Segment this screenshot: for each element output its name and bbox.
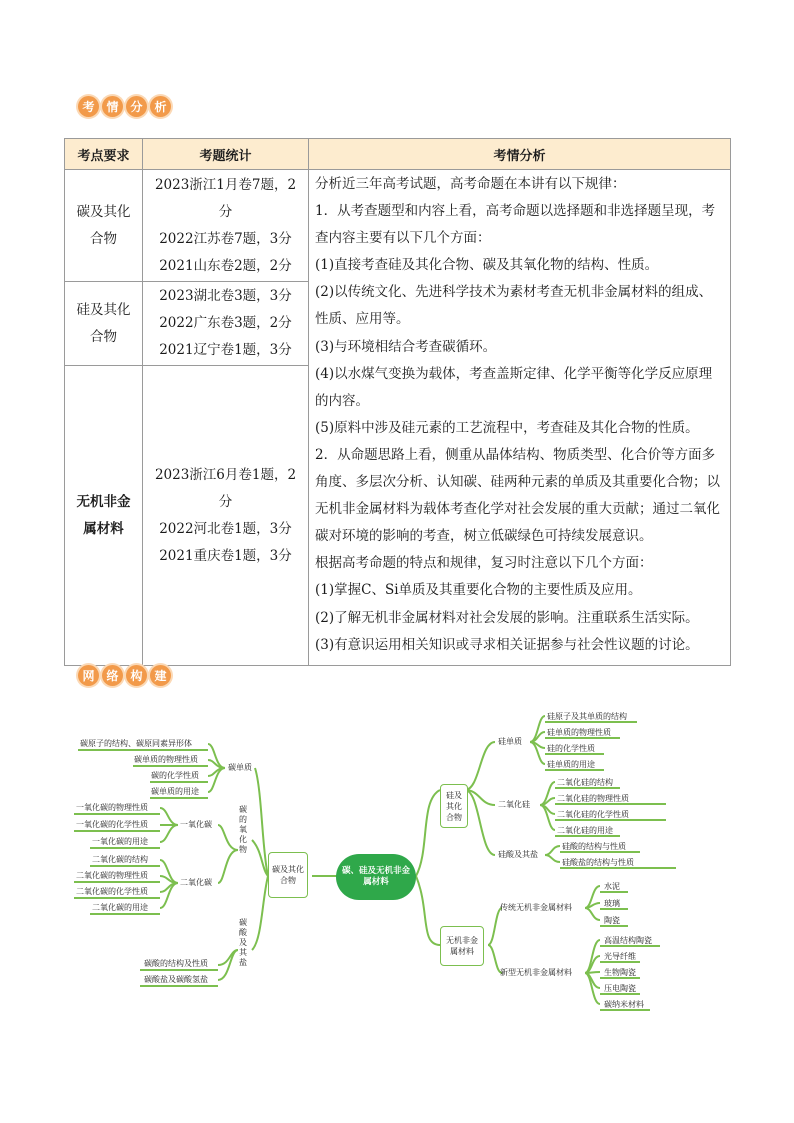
- header-topic: 考点要求: [65, 139, 143, 170]
- leaf-sio2: 二氧化硅的用途: [557, 826, 613, 835]
- topic-cell: [65, 282, 143, 366]
- node-sio2: 二氧化硅: [498, 800, 530, 809]
- analysis-paragraph: (5)原料中涉及硅元素的工艺流程中，考查硅及其化合物的性质。: [315, 419, 699, 436]
- stat-line: 2022河北卷1题，3分: [159, 520, 292, 537]
- leaf-new: 碳纳米材料: [604, 1000, 644, 1009]
- section-title-char: 络: [102, 665, 123, 686]
- section-title-char: 建: [150, 665, 171, 686]
- topic-cell: [65, 366, 143, 666]
- node-carbon-compounds: 碳及其化合物: [268, 852, 308, 898]
- analysis-paragraph: 分析近三年高考试题，高考命题在本讲有以下规律：: [315, 176, 626, 192]
- section-title-char: 情: [102, 96, 123, 117]
- leaf-new: 生物陶瓷: [604, 968, 636, 977]
- section-title-char: 分: [126, 96, 147, 117]
- node-silicic: 硅酸及其盐: [498, 850, 538, 859]
- leaf-si-single: 硅单质的用途: [547, 760, 595, 769]
- topic-label: 碳及其化合物: [76, 203, 131, 247]
- leaf-silicic: 硅酸盐的结构与性质: [562, 858, 634, 867]
- stat-line: 2022广东卷3题，2分: [159, 315, 292, 331]
- node-co: 一氧化碳: [180, 820, 212, 829]
- topic-label: 硅及其化合物: [76, 301, 131, 345]
- node-carbon-oxides: 碳的氧化物: [239, 805, 247, 854]
- stat-line: 2023浙江6月卷1题，2分: [154, 466, 297, 510]
- stats-cell: [143, 366, 309, 666]
- section-title-network: [78, 665, 171, 686]
- analysis-paragraph: 根据高考命题的特点和规律，复习时注意以下几个方面：: [315, 555, 653, 572]
- section-title-char: 构: [126, 665, 147, 686]
- analysis-paragraph: (3)有意识运用相关知识或寻求相关证据参与社会性议题的讨论。: [315, 636, 699, 653]
- node-carbon-single: 碳单质: [228, 763, 252, 772]
- leaf-new: 光导纤维: [604, 952, 636, 961]
- stat-line: 2023湖北卷3题，3分: [159, 288, 292, 304]
- section-title-char: 考: [78, 96, 99, 117]
- node-co2: 二氧化碳: [180, 878, 212, 887]
- leaf-carbon-single: 碳原子的结构、碳原同素异形体: [80, 739, 192, 748]
- node-inorganic-materials: 无机非金属材料: [440, 926, 484, 966]
- topic-label: 无机非金属材料: [76, 493, 131, 537]
- leaf-carbonic: 碳酸盐及碳酸氢盐: [144, 975, 208, 984]
- leaf-co: 一氧化碳的用途: [92, 837, 148, 846]
- analysis-paragraph: (1)直接考查硅及其化合物、碳及其氧化物的结构、性质。: [315, 257, 659, 274]
- leaf-co: 一氧化碳的化学性质: [76, 820, 148, 829]
- section-title-char: 析: [150, 96, 171, 117]
- leaf-co2: 二氧化碳的化学性质: [76, 887, 148, 896]
- leaf-si-single: 硅原子及其单质的结构: [547, 712, 627, 721]
- table-row: [65, 170, 731, 282]
- node-carbonic: 碳酸及其盐: [239, 918, 247, 967]
- mind-map: [0, 700, 794, 1030]
- exam-analysis-table: [64, 138, 731, 666]
- leaf-carbon-single: 碳单质的物理性质: [134, 755, 198, 764]
- node-silicon-compounds: 硅及其化合物: [440, 784, 468, 828]
- analysis-cell: [309, 170, 731, 666]
- stats-cell: [143, 170, 309, 282]
- analysis-paragraph: (4)以水煤气变换为载体，考查盖斯定律、化学平衡等化学反应原理的内容。: [315, 365, 713, 409]
- analysis-paragraph: (2)了解无机非金属材料对社会发展的影响。注重联系生活实际。: [315, 609, 699, 626]
- header-analysis: 考情分析: [309, 139, 731, 170]
- leaf-co2: 二氧化碳的物理性质: [76, 871, 148, 880]
- table-header-row: [65, 139, 731, 170]
- leaf-si-single: 硅单质的物理性质: [547, 728, 611, 737]
- leaf-co2: 二氧化碳的结构: [92, 855, 148, 864]
- node-traditional: 传统无机非金属材料: [500, 903, 572, 912]
- leaf-new: 高温结构陶瓷: [604, 936, 652, 945]
- section-title-exam-analysis: [78, 96, 171, 117]
- stat-line: 2023浙江1月卷7题，2分: [154, 176, 297, 220]
- leaf-traditional: 玻璃: [604, 899, 620, 908]
- leaf-sio2: 二氧化硅的物理性质: [557, 794, 629, 803]
- leaf-co: 一氧化碳的物理性质: [76, 803, 148, 812]
- node-si-single: 硅单质: [498, 737, 522, 746]
- leaf-si-single: 硅的化学性质: [547, 744, 595, 753]
- stat-line: 2021山东卷2题，2分: [159, 257, 292, 274]
- mind-map-center: 碳、硅及无机非金属材料: [336, 854, 416, 900]
- stat-line: 2022江苏卷7题，3分: [159, 230, 292, 247]
- node-new: 新型无机非金属材料: [500, 968, 572, 977]
- section-title-char: 网: [78, 665, 99, 686]
- leaf-carbonic: 碳酸的结构及性质: [144, 959, 208, 968]
- stat-line: 2021辽宁卷1题，3分: [159, 342, 292, 358]
- leaf-silicic: 硅酸的结构与性质: [562, 842, 626, 851]
- leaf-sio2: 二氧化硅的结构: [557, 778, 613, 787]
- stats-cell: [143, 282, 309, 366]
- analysis-paragraph: 1．从考查题型和内容上看，高考命题以选择题和非选择题呈现，考查内容主要有以下几个方面：: [315, 203, 716, 247]
- analysis-paragraph: (3)与环境相结合考查碳循环。: [315, 338, 497, 355]
- stat-line: 2021重庆卷1题，3分: [159, 547, 292, 564]
- topic-cell: [65, 170, 143, 282]
- leaf-co2: 二氧化碳的用途: [92, 903, 148, 912]
- leaf-carbon-single: 碳的化学性质: [151, 771, 199, 780]
- leaf-traditional: 陶瓷: [604, 916, 620, 925]
- analysis-paragraph: (2)以传统文化、先进科学技术为素材考查无机非金属材料的组成、性质、应用等。: [315, 284, 713, 328]
- leaf-new: 压电陶瓷: [604, 984, 636, 993]
- leaf-carbon-single: 碳单质的用途: [151, 787, 199, 796]
- analysis-paragraph: 2．从命题思路上看，侧重从晶体结构、物质类型、化合价等方面多角度、多层次分析、认知碳、硅两种元素的单质及其重要化合物；以无机非金属材料为载体考查化学对社会发展的重大贡献；通过二氧化碳对环境的影响的考查，树立低碳绿色可持续发展意识。: [315, 446, 720, 545]
- header-stats: 考题统计: [143, 139, 309, 170]
- leaf-sio2: 二氧化硅的化学性质: [557, 810, 629, 819]
- analysis-paragraph: (1)掌握C、Si单质及其重要化合物的主要性质及应用。: [315, 582, 642, 599]
- leaf-traditional: 水泥: [604, 882, 620, 891]
